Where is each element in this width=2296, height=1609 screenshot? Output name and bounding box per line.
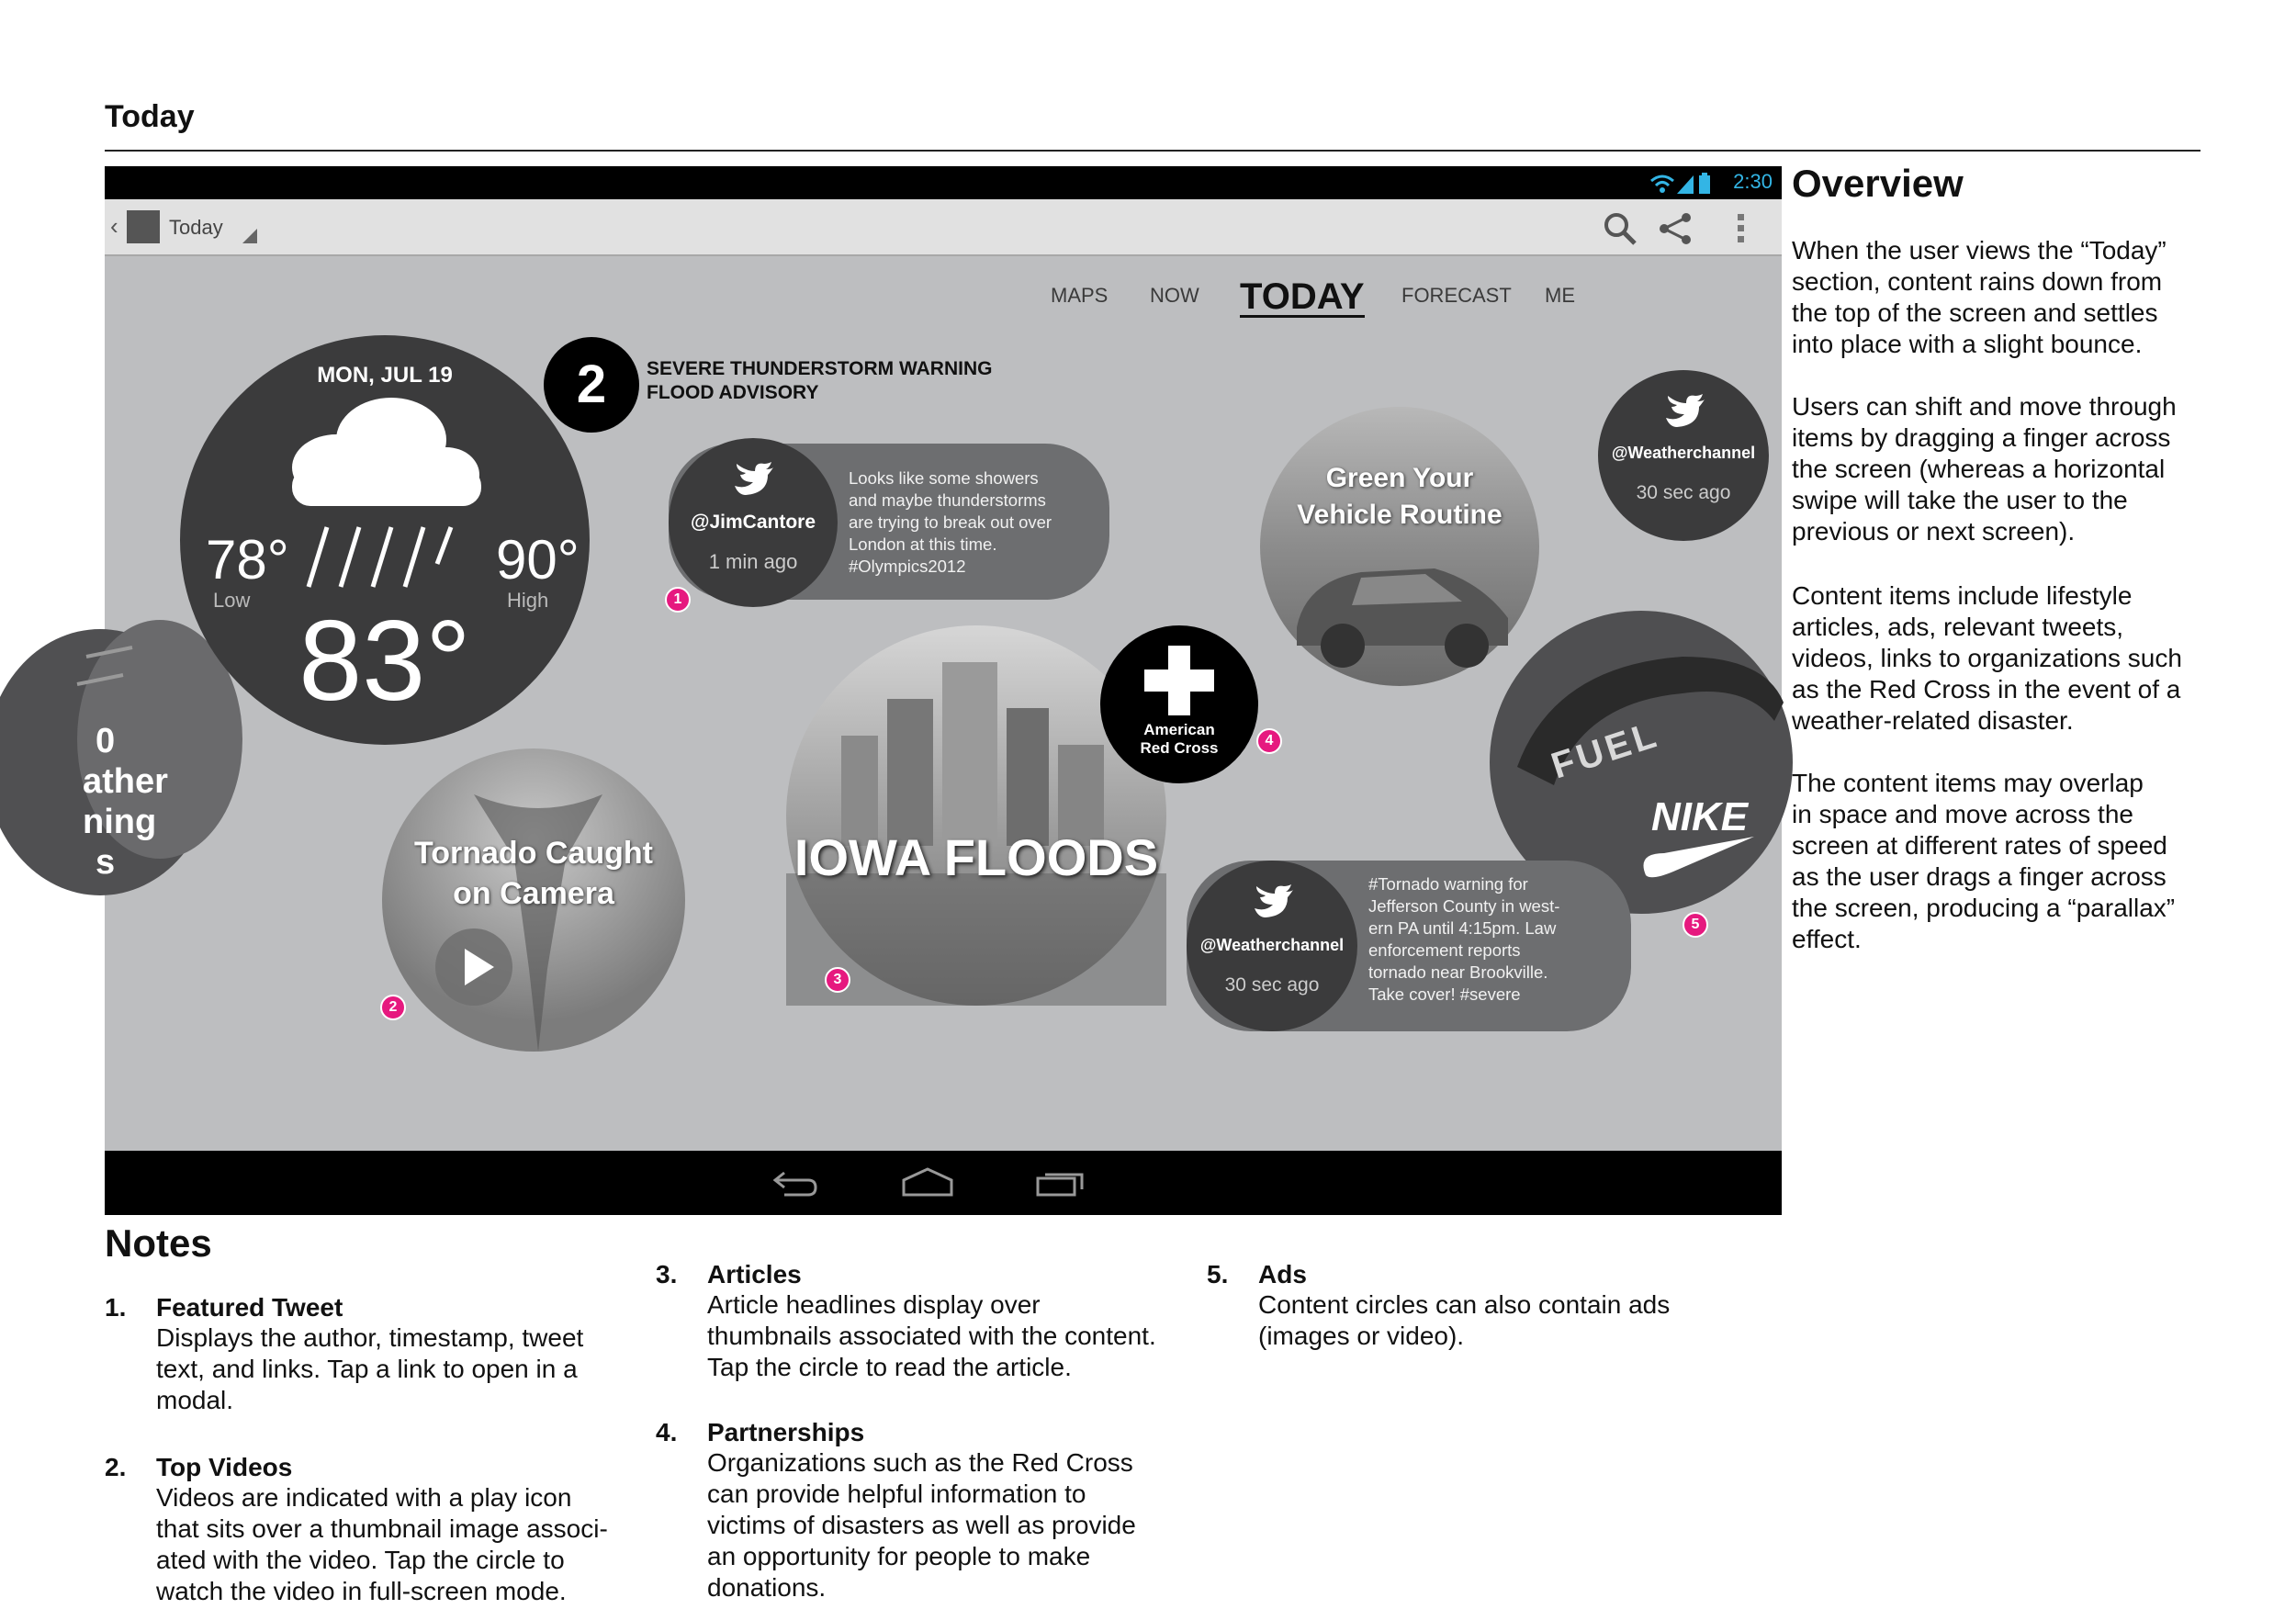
tweet1-line-1: and maybe thunderstorms <box>849 490 1046 510</box>
app-logo[interactable] <box>127 210 160 243</box>
partial-line-1: ather <box>83 762 168 801</box>
overview-p1-line: When the user views the “Today” <box>1792 236 2167 264</box>
status-time: 2:30 <box>1733 170 1773 193</box>
overview-p4-line: The content items may overlap <box>1792 769 2144 797</box>
note-body-line: Displays the author, timestamp, tweet <box>156 1323 584 1352</box>
note-heading: Top Videos <box>156 1453 293 1481</box>
tab-today[interactable]: TODAY <box>1240 276 1365 317</box>
tweet2-line-1: Jefferson County in west- <box>1368 896 1560 916</box>
actionbar-title[interactable]: Today <box>169 216 223 239</box>
tornado-image <box>474 785 602 1052</box>
search-icon[interactable] <box>1602 210 1638 247</box>
tweet1-handle[interactable]: @JimCantore <box>690 512 816 533</box>
status-icons <box>1649 172 1714 196</box>
overview-p1-line: section, content rains down from <box>1792 267 2163 296</box>
overview-p3-line: Content items include lifestyle <box>1792 581 2133 610</box>
tweet1-line-0: Looks like some showers <box>849 468 1039 488</box>
partial-line-0: 0 <box>96 722 116 760</box>
tweet2-line-5: Take cover! #severe <box>1368 985 1521 1004</box>
note-item-4 <box>656 1418 1207 1603</box>
vehicle-title-line2: Vehicle Routine <box>1297 500 1503 530</box>
note-marker-3: 3 <box>825 967 850 993</box>
recents-icon[interactable] <box>1036 1167 1084 1197</box>
notes-title: Notes <box>105 1221 212 1265</box>
overview-p3-line: weather-related disaster. <box>1792 706 2074 735</box>
overflow-menu-icon[interactable] <box>1736 212 1747 245</box>
note-marker-1: 1 <box>665 587 691 613</box>
tweet-top-time: 30 sec ago <box>1636 482 1731 503</box>
tweet1-line-2: are trying to break out over <box>849 512 1052 532</box>
note-number: 3. <box>656 1260 678 1288</box>
twitter-bird-icon <box>733 462 773 495</box>
device-screen <box>83 166 1782 1215</box>
alert-severe-thunderstorm[interactable]: SEVERE THUNDERSTORM WARNING <box>647 358 993 379</box>
note-body-line: thumbnails associated with the content. <box>707 1322 1156 1350</box>
note-body-line: (images or video). <box>1258 1322 1465 1350</box>
car-image <box>1288 545 1517 673</box>
vehicle-title-line1: Green Your <box>1325 463 1474 493</box>
play-icon <box>435 928 512 1006</box>
tweet1-time: 1 min ago <box>708 550 798 573</box>
note-body-line: Content circles can also contain ads <box>1258 1290 1671 1319</box>
note-heading: Partnerships <box>707 1418 865 1446</box>
tab-forecast[interactable]: FORECAST <box>1401 284 1512 307</box>
cross-icon <box>1144 646 1214 715</box>
note-number: 4. <box>656 1418 678 1446</box>
note-body-line: Videos are indicated with a play icon <box>156 1483 572 1512</box>
tab-me[interactable]: ME <box>1545 284 1575 307</box>
redcross-line2: Red Cross <box>1140 739 1219 757</box>
note-body-line: Tap the circle to read the article. <box>707 1353 1072 1381</box>
overview-p2-line: the screen (whereas a horizontal <box>1792 455 2166 483</box>
video-circle[interactable] <box>382 748 685 1052</box>
video-title-line2: on Camera <box>453 876 614 911</box>
tweet-top-handle[interactable]: @Weatherchannel <box>1611 444 1756 462</box>
note-body-line: victims of disasters as well as provide <box>707 1511 1136 1539</box>
overview-p4-line: in space and move across the <box>1792 800 2133 828</box>
overview-p4-line: the screen, producing a “parallax” <box>1792 894 2176 922</box>
note-marker-4: 4 <box>1256 728 1282 754</box>
note-number: 1. <box>105 1293 127 1322</box>
share-icon[interactable] <box>1657 210 1694 247</box>
overview-p4-line: screen at different rates of speed <box>1792 831 2167 860</box>
red-cross-circle[interactable] <box>1100 625 1258 783</box>
home-icon[interactable] <box>902 1167 953 1197</box>
overview-p4-line: effect. <box>1792 925 1862 953</box>
note-body-line: can provide helpful information to <box>707 1480 1086 1508</box>
system-nav-bar <box>105 1151 1782 1215</box>
note-body-line: modal. <box>156 1386 234 1414</box>
tweet2-line-0: #Tornado warning for <box>1368 874 1528 894</box>
status-bar <box>105 166 1782 199</box>
note-body-line: donations. <box>707 1573 827 1602</box>
twitter-bird-icon <box>1664 394 1705 427</box>
tweet1-line-3: London at this time. <box>849 534 997 554</box>
note-item-5 <box>1207 1260 1758 1352</box>
tweet1-author-circle[interactable] <box>669 438 838 607</box>
note-number: 2. <box>105 1453 127 1481</box>
note-body-line: Article headlines display over <box>707 1290 1041 1319</box>
spinner-triangle-icon[interactable] <box>242 229 257 243</box>
partial-line-2: ning <box>83 803 157 841</box>
overview-paragraph-2 <box>1792 391 2205 547</box>
action-bar <box>105 199 1782 256</box>
overview-paragraph-1 <box>1792 235 2205 360</box>
current-temp: 83° <box>298 598 471 725</box>
overview-paragraph-3 <box>1792 580 2205 737</box>
overview-p2-line: Users can shift and move through <box>1792 392 2177 421</box>
note-body-line: watch the video in full-screen mode. <box>156 1577 567 1605</box>
tweet2-author-circle[interactable] <box>1187 861 1357 1031</box>
battery-icon <box>1699 173 1710 194</box>
wifi-icon <box>1651 176 1673 193</box>
tab-now[interactable]: NOW <box>1150 284 1199 307</box>
page-title: Today <box>105 99 195 134</box>
swoosh-icon <box>1637 835 1756 881</box>
overview-p3-line: articles, ads, relevant tweets, <box>1792 613 2124 641</box>
note-body-line: that sits over a thumbnail image associ- <box>156 1514 608 1543</box>
alert-flood-advisory[interactable]: FLOOD ADVISORY <box>647 382 819 403</box>
note-heading: Featured Tweet <box>156 1293 343 1322</box>
low-label: Low <box>213 589 251 612</box>
up-chevron-icon[interactable]: ‹ <box>110 212 118 240</box>
tab-maps[interactable]: MAPS <box>1051 284 1109 307</box>
note-heading: Articles <box>707 1260 802 1288</box>
tweet2-handle[interactable]: @Weatherchannel <box>1199 936 1345 954</box>
note-item-1 <box>105 1293 656 1416</box>
ad-brand: NIKE <box>1651 794 1749 839</box>
tweet1-line-4: #Olympics2012 <box>849 557 966 576</box>
low-temp: 78° <box>206 529 289 591</box>
note-item-2 <box>105 1453 674 1607</box>
tweet2-line-3: enforcement reports <box>1368 940 1521 960</box>
floods-title: IOWA FLOODS <box>793 828 1159 886</box>
overview-title: Overview <box>1792 162 1964 205</box>
tweet2-line-2: ern PA until 4:15pm. Law <box>1368 918 1557 938</box>
title-divider <box>105 150 2200 152</box>
overview-p2-line: swipe will take the user to the <box>1792 486 2128 514</box>
weather-date: MON, JUL 19 <box>317 363 453 388</box>
overview-p1-line: into place with a slight bounce. <box>1792 330 2143 358</box>
twitter-bird-icon <box>1253 884 1293 917</box>
weather-circle[interactable] <box>180 335 590 745</box>
play-button[interactable] <box>435 928 512 1006</box>
overview-p2-line: previous or next screen). <box>1792 517 2076 546</box>
overview-p1-line: the top of the screen and settles <box>1792 298 2158 327</box>
note-body-line: text, and links. Tap a link to open in a <box>156 1355 578 1383</box>
overview-p3-line: as the Red Cross in the event of a <box>1792 675 2181 703</box>
video-title-line1: Tornado Caught <box>414 836 653 871</box>
overview-p3-line: videos, links to organizations such <box>1792 644 2182 672</box>
note-marker-5: 5 <box>1683 912 1708 938</box>
article-vehicle-circle[interactable] <box>1260 407 1539 686</box>
note-heading: Ads <box>1258 1260 1307 1288</box>
overview-paragraph-4 <box>1792 768 2205 955</box>
high-temp: 90° <box>496 529 580 591</box>
overview-p4-line: as the user drags a finger across <box>1792 862 2167 891</box>
redcross-line1: American <box>1143 721 1215 738</box>
back-icon[interactable] <box>771 1169 817 1197</box>
signal-icon <box>1677 175 1694 194</box>
note-item-3 <box>656 1260 1207 1383</box>
alert-count-badge[interactable]: 2 <box>544 337 639 433</box>
partial-line-3: s <box>96 843 116 882</box>
note-number: 5. <box>1207 1260 1229 1288</box>
high-label: High <box>507 589 549 612</box>
note-body-line: Organizations such as the Red Cross <box>707 1448 1133 1477</box>
ad-fuel-text: FUEL <box>1546 714 1665 787</box>
note-body-line: ated with the video. Tap the circle to <box>156 1546 565 1574</box>
tweet2-line-4: tornado near Brookville. <box>1368 962 1548 982</box>
tweet-weatherchannel-top-circle[interactable] <box>1598 370 1769 541</box>
note-body-line: an opportunity for people to make <box>707 1542 1091 1570</box>
rain-cloud-icon <box>272 403 501 587</box>
note-marker-2: 2 <box>380 995 406 1020</box>
overview-p2-line: items by dragging a finger across <box>1792 423 2171 452</box>
tweet2-time: 30 sec ago <box>1224 974 1320 996</box>
